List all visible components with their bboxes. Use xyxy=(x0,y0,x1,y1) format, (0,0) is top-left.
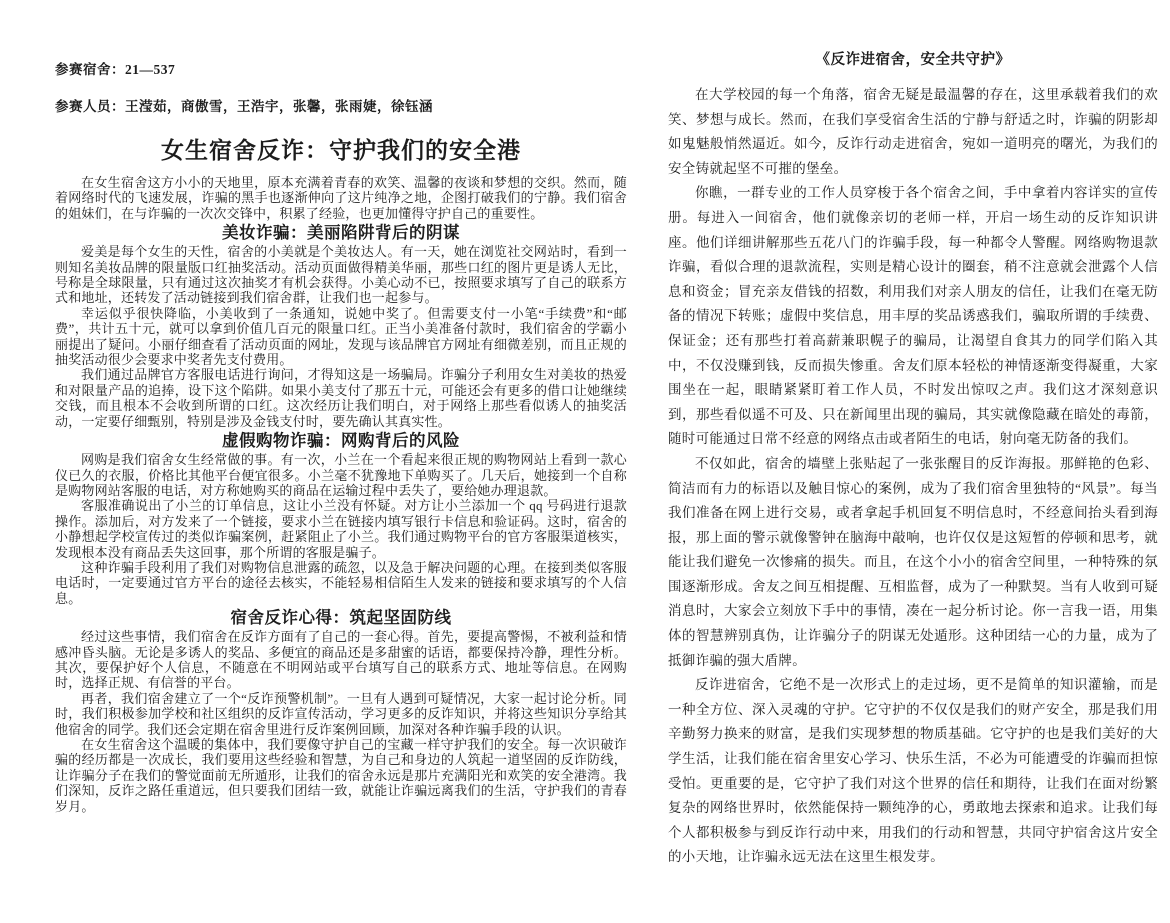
paragraph: 反诈进宿舍，它绝不是一次形式上的走过场，更不是简单的知识灌输，而是一种全方位、深入灵魂的守护。它守护的不仅仅是我们的财产安全，那是我们用辛勤努力换来的财富，是我们实现梦想的物质基础。它守护的也是我们美好的大学生活，让我们能在宿舍里安心学习、快乐生活，不必为可能遭受的诈骗而担惊受怕。更重要的是，它守护了我们对这个世界的信任和期待，让我们在面对纷繁复杂的网络世界时，依然能保持一颗纯净的心，勇敢地去探索和追求。让我们每个人都积极参与到反诈行动中来，用我们的行动和智慧，共同守护宿舍这片安全的小天地，让诈骗永远无法在这里生根发芽。 xyxy=(668,677,1158,865)
section-heading-fake-shopping-scam: 虚假购物诈骗：网购背后的风险 xyxy=(222,431,460,451)
left-intro-paragraph: 在女生宿舍这方小小的天地里，原本充满着青春的欢笑、温馨的夜谈和梦想的交织。然而，随着网络时代的飞速发展，诈骗的黑手也逐渐伸向了这片纯净之地，企图打破我们的宁静。我们宿舍的姐妹们，在与诈骗的一次次交锋中，积累了经验，也更加懂得守护自己的重要性。 xyxy=(55,175,627,221)
paragraph: 客服准确说出了小兰的订单信息，这让小兰没有怀疑。对方让小兰添加一个 qq 号码进行退款操作。添加后，对方发来了一个链接，要求小兰在链接内填写银行卡信息和验证码。这时，宿舍的小静想起学校宣传过的类似诈骗案例，赶紧阻止了小兰。我们通过购物平台的官方客服渠道核实，发现根本没有商品丢失这回事，那个所谓的客服是骗子。 xyxy=(55,498,627,560)
section-heading-antifraud-tips: 宿舍反诈心得：筑起坚固防线 xyxy=(230,608,452,628)
left-essay-title: 女生宿舍反诈：守护我们的安全港 xyxy=(161,138,521,163)
paragraph: 这种诈骗手段利用了我们对购物信息泄露的疏忽，以及急于解决问题的心理。在接到类似客服电话时，一定要通过官方平台的途径去核实，不能轻易相信陌生人发来的链接和要求填写的个人信息。 xyxy=(55,559,627,606)
contest-members-line: 参赛人员：王滢茹，商傲雪，王浩宇，张馨，张雨婕，徐钰涵 xyxy=(55,99,433,114)
paragraph: 在大学校园的每一个角落，宿舍无疑是最温馨的存在，这里承载着我们的欢笑、梦想与成长。然而，在我们享受宿舍生活的宁静与舒适之时，诈骗的阴影却如鬼魅般悄然逼近。如今，反诈行动走进宿舍，宛如一道明亮的曙光，为我们的安全铸就起坚不可摧的堡垒。 xyxy=(668,87,1158,176)
paragraph: 在女生宿舍这个温暖的集体中，我们要像守护自己的宝藏一样守护我们的安全。每一次识破诈骗的经历都是一次成长，我们要用这些经验和智慧，为自己和身边的人筑起一道坚固的反诈防线，让诈骗分子在我们的警觉面前无所遁形，让我们的宿舍永远是那片充满阳光和欢笑的安全港湾。我们深知，反诈之路任重道远，但只要我们团结一致，就能让诈骗远离我们的生活，守护我们的青春岁月。 xyxy=(55,737,627,814)
paragraph: 经过这些事情，我们宿舍在反诈方面有了自己的一套心得。首先，要提高警惕，不被利益和情感冲昏头脑。无论是多诱人的奖品、多便宜的商品还是多甜蜜的话语，都要保持冷静，理性分析。其次，要保护好个人信息，不随意在不明网站或平台填写自己的联系方式、地址等信息。在网购时，选择正规、有信誉的平台。 xyxy=(55,629,627,691)
paragraph: 幸运似乎很快降临，小美收到了一条通知，说她中奖了。但需要支付一小笔“手续费”和“邮费”，共计五十元，就可以拿到价值几百元的限量口红。正当小美准备付款时，我们宿舍的学霸小丽提出了疑问。小丽仔细查看了活动页面的网址，发现与该品牌官方网址有细微差别，而且正规的抽奖活动很少会要求中奖者先支付费用。 xyxy=(55,305,627,368)
paragraph: 我们通过品牌官方客服电话进行询问，才得知这是一场骗局。诈骗分子利用女生对美妆的热爱和对限量产品的追捧，设下这个陷阱。如果小美支付了那五十元，可能还会有更多的借口让她继续交钱，而且根本不会收到所谓的口红。这次经历让我们明白，对于网络上那些看似诱人的抽奖活动，一定要仔细甄别，特别是涉及金钱支付时，要先确认其真实性。 xyxy=(55,367,627,429)
right-essay-title: 《反诈进宿舍，安全共守护》 xyxy=(815,52,1011,68)
paragraph: 网购是我们宿舍女生经常做的事。有一次，小兰在一个看起来很正规的购物网站上看到一款心仪已久的衣服，价格比其他平台便宜很多。小兰毫不犹豫地下单购买了。几天后，她接到一个自称是购物网站客服的电话，对方称她购买的商品在运输过程中丢失了，要给她办理退款。 xyxy=(55,452,627,498)
right-page xyxy=(625,0,1170,923)
section-heading-makeup-scam: 美妆诈骗：美丽陷阱背后的阴谋 xyxy=(222,223,460,243)
paragraph: 再者，我们宿舍建立了一个“反诈预警机制”。一旦有人遇到可疑情况，大家一起讨论分析。同时，我们积极参加学校和社区组织的反诈宣传活动，学习更多的反诈知识，并将这些知识分享给其他宿舍的同学。我们还会定期在宿舍里进行反诈案例回顾，加深对各种诈骗手段的认识。 xyxy=(55,690,627,737)
paragraph: 你瞧，一群专业的工作人员穿梭于各个宿舍之间，手中拿着内容详实的宣传册。每进入一间宿舍，他们就像亲切的老师一样，开启一场生动的反诈知识讲座。他们详细讲解那些五花八门的诈骗手段，每一种都令人警醒。网络购物退款诈骗，看似合理的退款流程，实则是精心设计的圈套，稍不注意就会泄露个人信息和资金；冒充亲友借钱的招数，利用我们对亲人朋友的信任，让我们在毫无防备的情况下转账；虚假中奖信息，用丰厚的奖品诱惑我们，骗取所谓的手续费、保证金；还有那些打着高薪兼职幌子的骗局，让渴望自食其力的同学们陷入其中，不仅没赚到钱，反而损失惨重。舍友们原本轻松的神情逐渐变得凝重，大家围坐在一起，眼睛紧紧盯着工作人员，不时发出惊叹之声。我们这才深刻意识到，那些看似遥不可及、只在新闻里出现的骗局，其实就像隐藏在暗处的毒箭，随时可能通过日常不经意的网络点击或者陌生的电话，射向毫无防备的我们。 xyxy=(668,185,1158,447)
contest-dorm-line: 参赛宿舍：21—537 xyxy=(55,62,176,77)
paragraph: 不仅如此，宿舍的墙壁上张贴起了一张张醒目的反诈海报。那鲜艳的色彩、简洁而有力的标语以及触目惊心的案例，成为了我们宿舍里独特的“风景”。每当我们准备在网上进行交易，或者拿起手机回复不明信息时，不经意间抬头看到海报，那上面的警示就像警钟在脑海中敲响，也许仅仅是这短暂的停顿和思考，就能让我们避免一次惨痛的损失。而且，在这个小小的宿舍空间里，一种特殊的氛围逐渐形成。舍友之间互相提醒、互相监督，成为了一种默契。当有人收到可疑消息时，大家会立刻放下手中的事情，凑在一起分析讨论。你一言我一语，用集体的智慧辨别真伪，让诈骗分子的阴谋无处遁形。这种团结一心的力量，成为了抵御诈骗的强大盾牌。 xyxy=(668,455,1158,668)
paragraph: 爱美是每个女生的天性，宿舍的小美就是个美妆达人。有一天，她在浏览社交网站时，看到一则知名美妆品牌的限量版口红抽奖活动。活动页面做得精美华丽，那些口红的图片更是诱人无比，号称是全球限量，只有通过这次抽奖才有机会获得。小美心动不已，按照要求填写了自己的联系方式和地址，还转发了活动链接到我们宿舍群，让我们也一起参与。 xyxy=(55,244,627,306)
